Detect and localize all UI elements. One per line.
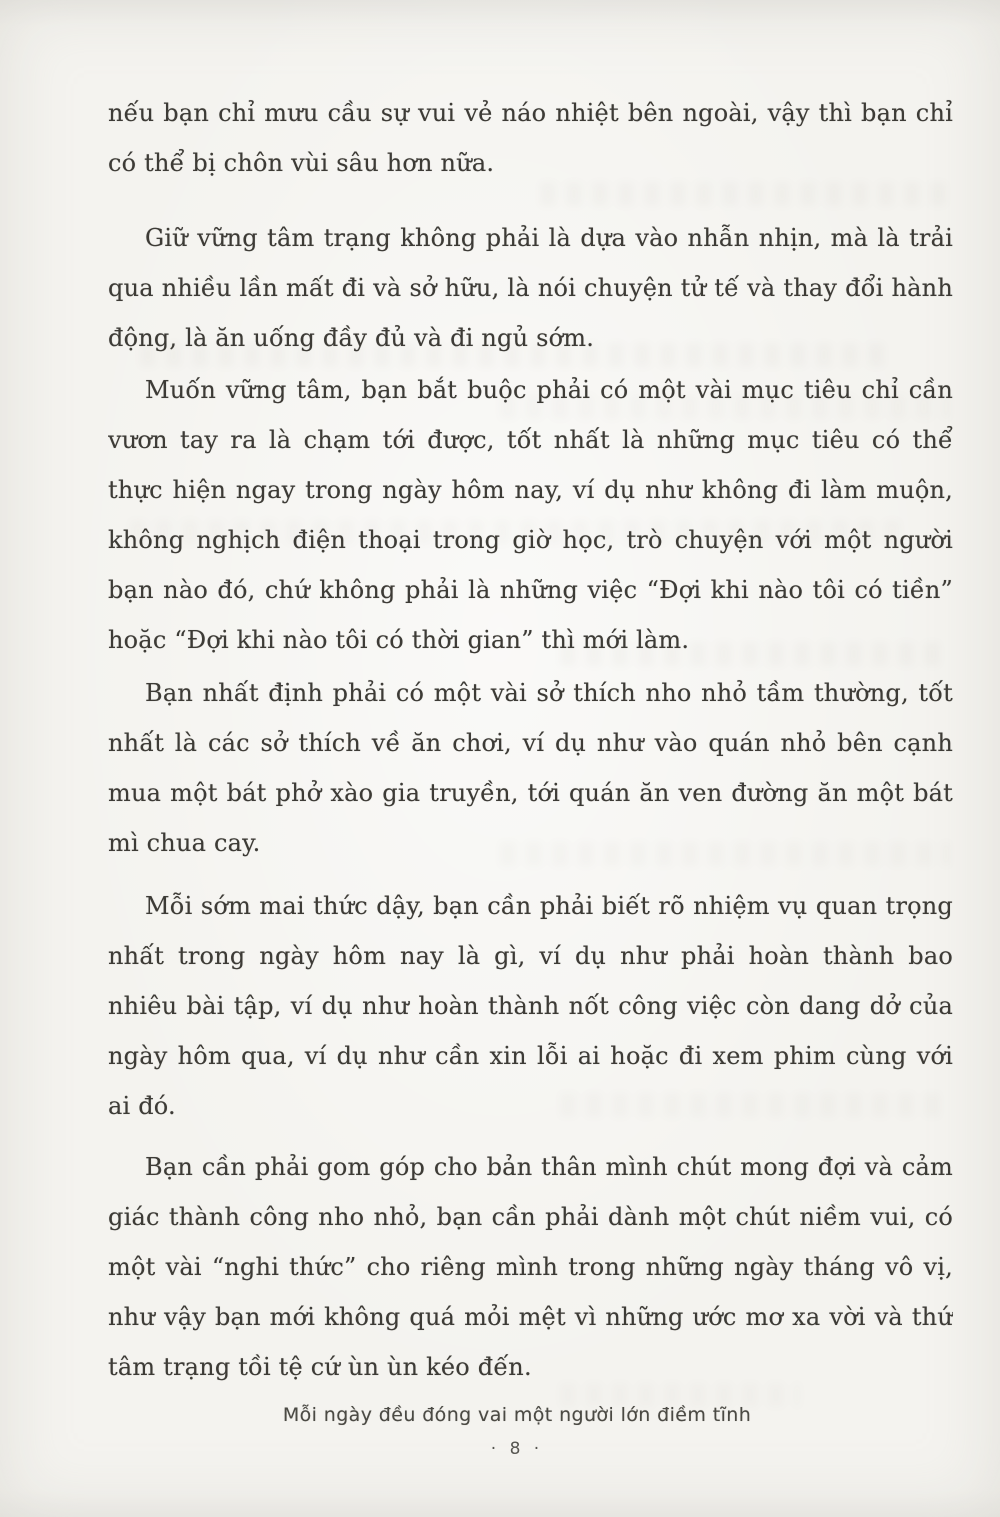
text-line: giác thành công nho nhỏ, bạn cần phải dành một chút niềm vui, có <box>108 1203 953 1231</box>
paragraph-5 <box>108 881 953 1131</box>
text-line: có thể bị chôn vùi sâu hơn nữa. <box>108 149 495 177</box>
text-line: vươn tay ra là chạm tới được, tốt nhất là những mục tiêu có thể <box>108 426 953 454</box>
text-line: nếu bạn chỉ mưu cầu sự vui vẻ náo nhiệt bên ngoài, vậy thì bạn chỉ <box>108 99 953 127</box>
text-line: Giữ vững tâm trạng không phải là dựa vào nhẫn nhịn, mà là trải <box>145 224 953 252</box>
text-line: Muốn vững tâm, bạn bắt buộc phải có một vài mục tiêu chỉ cần <box>145 376 953 404</box>
text-line: Mỗi sớm mai thức dậy, bạn cần phải biết rõ nhiệm vụ quan trọng <box>145 892 953 920</box>
text-line: như vậy bạn mới không quá mỏi mệt vì những ước mơ xa vời và thứ <box>108 1303 953 1331</box>
text-line: Bạn cần phải gom góp cho bản thân mình chút mong đợi và cảm <box>145 1153 953 1181</box>
text-line: nhất là các sở thích về ăn chơi, ví dụ như vào quán nhỏ bên cạnh <box>108 729 953 757</box>
text-line: mì chua cay. <box>108 829 261 857</box>
paragraph-4 <box>108 668 953 868</box>
page-number: · 8 · <box>490 1439 544 1459</box>
text-line: tâm trạng tồi tệ cứ ùn ùn kéo đến. <box>108 1353 532 1381</box>
page-footer <box>34 1400 1000 1459</box>
paragraph-2 <box>108 213 953 363</box>
paragraph-6 <box>108 1142 953 1392</box>
paragraph-1 <box>108 88 953 188</box>
text-line: ai đó. <box>108 1092 176 1120</box>
running-footer-title: Mỗi ngày đều đóng vai một người lớn điềm tĩnh <box>282 1404 752 1426</box>
text-line: Bạn nhất định phải có một vài sở thích nho nhỏ tầm thường, tốt <box>145 679 953 707</box>
text-line: hoặc “Đợi khi nào tôi có thời gian” thì mới làm. <box>108 626 690 654</box>
text-line: không nghịch điện thoại trong giờ học, trò chuyện với một người <box>108 526 953 554</box>
text-line: mua một bát phở xào gia truyền, tới quán ăn ven đường ăn một bát <box>108 779 953 807</box>
text-line: ngày hôm qua, ví dụ như cần xin lỗi ai hoặc đi xem phim cùng với <box>108 1042 953 1070</box>
text-line: nhiêu bài tập, ví dụ như hoàn thành nốt công việc còn dang dở của <box>108 992 953 1020</box>
text-line: động, là ăn uống đầy đủ và đi ngủ sớm. <box>108 324 595 352</box>
text-line: bạn nào đó, chứ không phải là những việc “Đợi khi nào tôi có tiền” <box>108 576 953 604</box>
text-line: thực hiện ngay trong ngày hôm nay, ví dụ như không đi làm muộn, <box>108 476 953 504</box>
text-line: nhất trong ngày hôm nay là gì, ví dụ như phải hoàn thành bao <box>108 942 953 970</box>
text-line: một vài “nghi thức” cho riêng mình trong những ngày tháng vô vị, <box>108 1253 953 1281</box>
text-line: qua nhiều lần mất đi và sở hữu, là nói chuyện tử tế và thay đổi hành <box>108 274 953 302</box>
paragraph-3 <box>108 365 953 665</box>
